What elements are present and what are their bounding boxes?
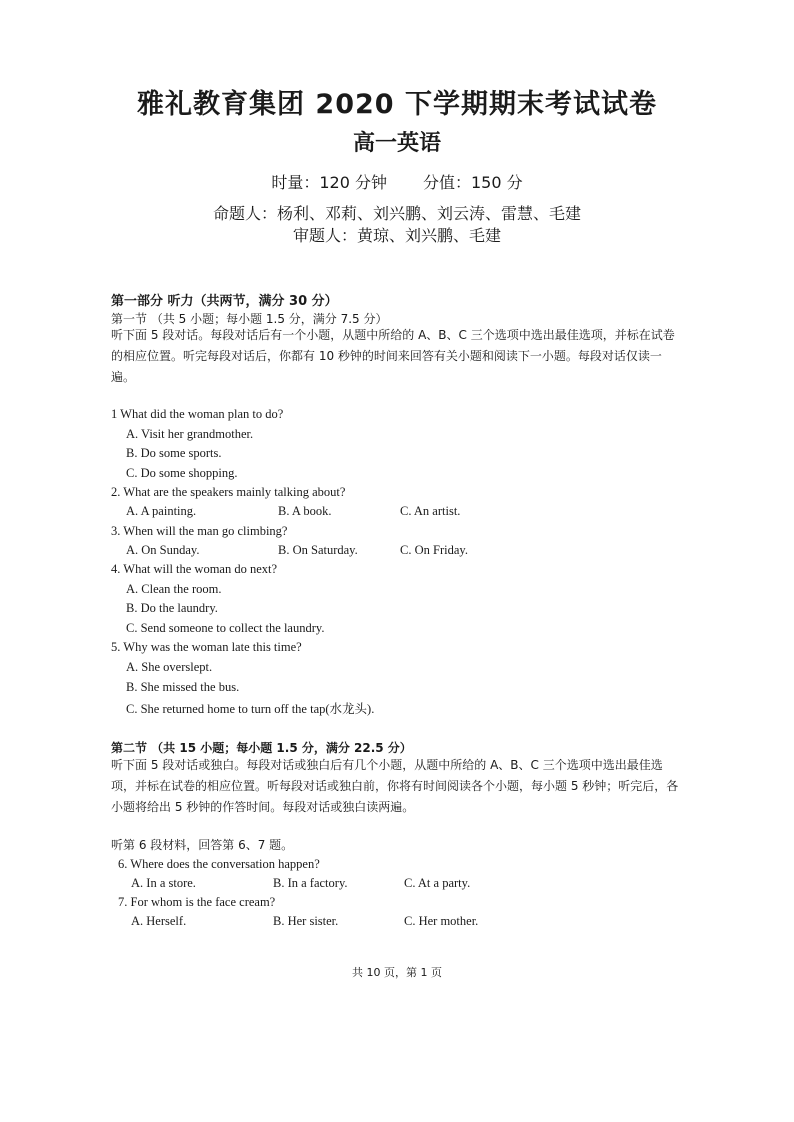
q5-option-c: C. She returned home to turn off the tap(水龙头). <box>126 702 375 716</box>
q2-option-a: A. A painting. <box>126 504 197 518</box>
q3-option-a: A. On Sunday. <box>126 543 200 557</box>
q1-option-c: C. Do some shopping. <box>126 466 238 480</box>
time-score-line <box>0 170 794 193</box>
page-footer: 共 10 页，第 1 页 <box>352 966 442 979</box>
material-6-label: 听第 6 段材料，回答第 6、7 题。 <box>111 838 294 852</box>
exam-title: 雅礼教育集团 2020 下学期期末考试试卷 <box>137 89 657 120</box>
q4-option-a: A. Clean the room. <box>126 582 222 596</box>
question-7: 7. For whom is the face cream? <box>118 895 276 909</box>
time-label: 时量：120 分钟 <box>271 173 387 192</box>
authors-line: 命题人：杨利、邓莉、刘兴鹏、刘云涛、雷慧、毛建 <box>212 204 581 223</box>
q3-option-c: C. On Friday. <box>400 543 468 557</box>
q7-option-a: A. Herself. <box>131 914 187 928</box>
q7-option-c: C. Her mother. <box>404 914 479 928</box>
question-5: 5. Why was the woman late this time? <box>111 640 302 654</box>
section2-instruction: 听下面 5 段对话或独白。每段对话或独白后有几个小题，从题中所给的 A、B、C 三个选项中选出最佳选项，并标在试卷的相应位置。听每段对话或独白前，你将有时间阅读各个小题，每小题 5 秒钟；听完后，各小题将给出 5 秒钟的作答时间。每段对话或独白读两遍。 <box>111 758 679 814</box>
section2-heading: 第二节 （共 15 小题；每小题 1.5 分，满分 22.5 分） <box>111 741 412 755</box>
reviewers-line: 审题人：黄琼、刘兴鹏、毛建 <box>292 226 501 245</box>
q6-option-a: A. In a store. <box>131 876 196 890</box>
exam-subject: 高一英语 <box>352 131 441 156</box>
q1-option-b: B. Do some sports. <box>126 446 222 460</box>
q5-option-b: B. She missed the bus. <box>126 680 240 694</box>
q1-option-a: A. Visit her grandmother. <box>126 427 254 441</box>
q6-option-c: C. At a party. <box>404 876 471 890</box>
q4-option-b: B. Do the laundry. <box>126 601 218 615</box>
question-2: 2. What are the speakers mainly talking about? <box>111 485 346 499</box>
section1-heading: 第一节 （共 5 小题；每小题 1.5 分，满分 7.5 分） <box>111 312 388 326</box>
question-1: 1 What did the woman plan to do? <box>111 407 284 421</box>
q2-option-b: B. A book. <box>278 504 332 518</box>
question-4: 4. What will the woman do next? <box>111 562 278 576</box>
q2-option-c: C. An artist. <box>400 504 461 518</box>
question-3: 3. When will the man go climbing? <box>111 524 288 538</box>
section1-instruction: 听下面 5 段对话。每段对话后有一个小题，从题中所给的 A、B、C 三个选项中选出最佳选项，并标在试卷的相应位置。听完每段对话后，你都有 10 秒钟的时间来回答有关小题和阅读下一小题。每段对话仅读一遍。 <box>111 328 675 384</box>
part1-heading: 第一部分 听力（共两节，满分 30 分） <box>111 294 338 309</box>
q5-option-a: A. She overslept. <box>126 660 213 674</box>
score-label: 分值：150 分 <box>423 173 523 192</box>
q7-option-b: B. Her sister. <box>273 914 339 928</box>
q4-option-c: C. Send someone to collect the laundry. <box>126 621 325 635</box>
q6-option-b: B. In a factory. <box>273 876 348 890</box>
q3-option-b: B. On Saturday. <box>278 543 358 557</box>
question-6: 6. Where does the conversation happen? <box>118 857 320 871</box>
